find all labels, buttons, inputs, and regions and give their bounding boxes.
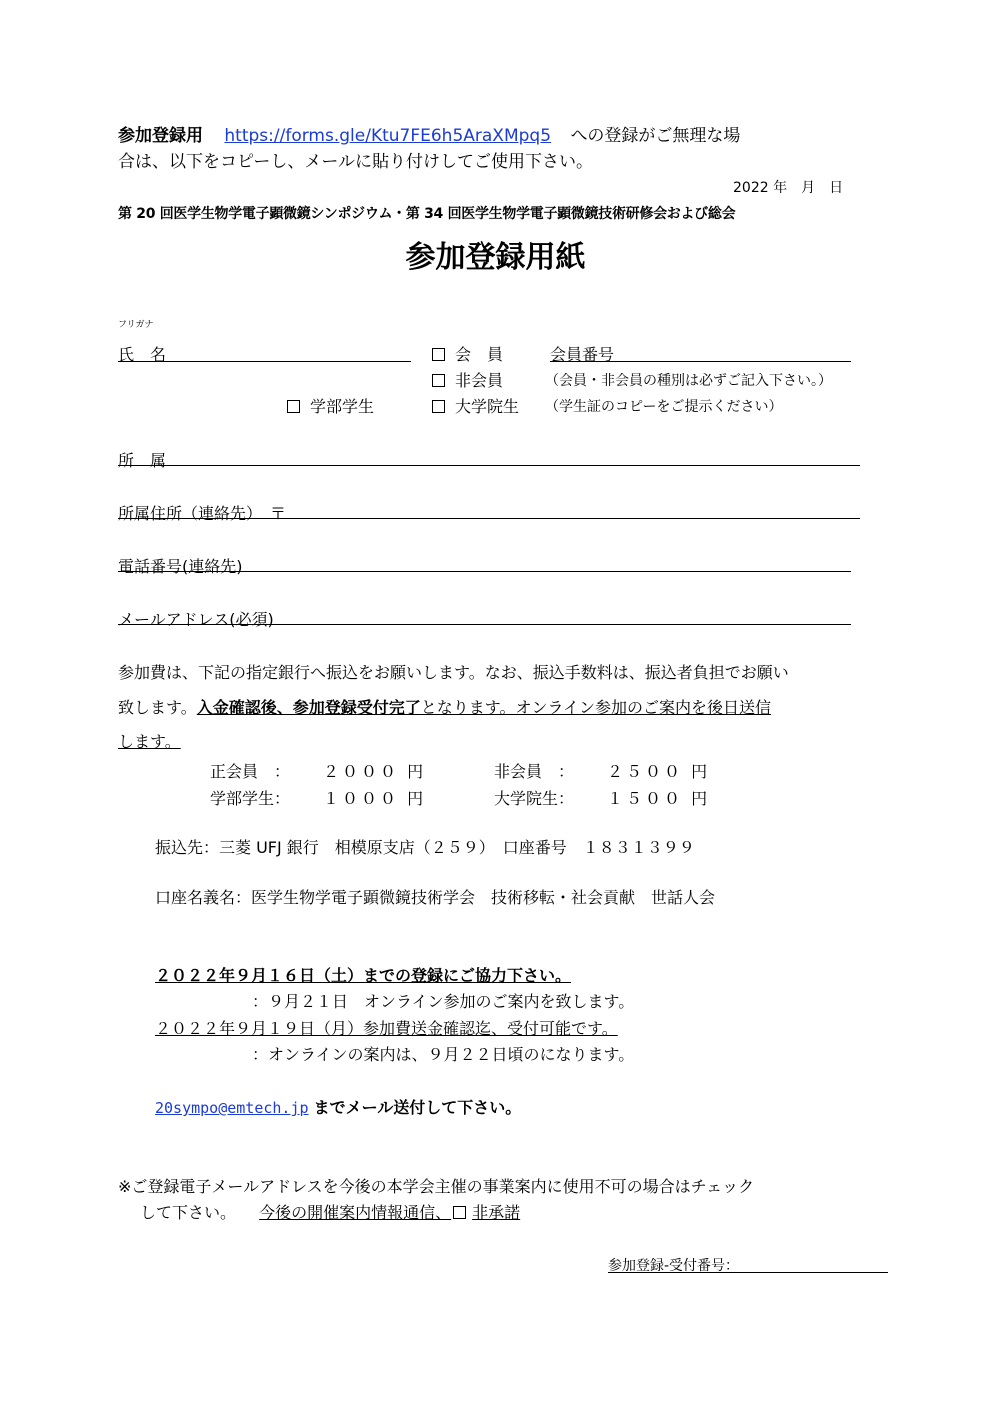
nonmember-label: 非会員 xyxy=(455,371,504,390)
form-link[interactable]: https://forms.gle/Ktu7FE6h5AraXMpq5 xyxy=(224,126,552,146)
nonmember-option[interactable] xyxy=(432,368,503,391)
fee-row-2-a-label: 学部学生： xyxy=(210,789,291,808)
fee-row-1-b-value: ２５００ 円 xyxy=(607,762,711,781)
date-line: 2022 年 月 日 xyxy=(733,180,844,196)
page-title: 参加登録用紙 xyxy=(405,240,586,275)
undergrad-option[interactable] xyxy=(287,394,374,417)
intro-prefix: 参加登録用 xyxy=(118,126,203,146)
bank-line-1: 振込先：三菱 UFJ 銀行 相模原支店（２５９） 口座番号 １８３１３９９ xyxy=(155,838,695,857)
fee-row-2-b-value: １５００ 円 xyxy=(607,789,711,808)
email-label: メールアドレス(必須) xyxy=(118,610,274,629)
grad-option[interactable] xyxy=(432,394,519,417)
receipt-line[interactable] xyxy=(608,1272,888,1273)
receipt-label: 参加登録-受付番号： xyxy=(608,1258,740,1274)
notice-optout-label: 非承諾 xyxy=(472,1203,521,1222)
member-number-label: 会員番号 xyxy=(550,345,615,364)
contact-email-link[interactable]: 20sympo@emtech.jp xyxy=(155,1099,309,1117)
grad-label: 大学院生 xyxy=(455,397,520,416)
phone-label: 電話番号(連絡先) xyxy=(118,557,243,576)
fee-row-2-a-value: １０００ 円 xyxy=(323,789,427,808)
bank-line-2: 口座名義名：医学生物学電子顕微鏡技術学会 技術移転・社会貢献 世話人会 xyxy=(155,888,716,907)
name-field-line[interactable] xyxy=(118,361,411,362)
notice-optout-text: 今後の開催案内情報通信、 xyxy=(259,1203,452,1222)
fee-text-a: 致します。 xyxy=(118,698,197,717)
schedule-line-1: ２０２２年９月１６日（土）までの登録にご協力下さい。 xyxy=(155,966,572,985)
event-line: 第 20 回医学生物学電子顕微鏡シンポジウム・第 34 回医学生物学電子顕微鏡技術研修会および総会 xyxy=(118,206,736,222)
fee-text-c: となります。オンライン参加のご案内を後日送信 xyxy=(420,698,771,717)
intro-line-1 xyxy=(118,121,740,146)
nonmember-note: （会員・非会員の種別は必ずご記入下さい。） xyxy=(545,373,832,389)
fee-para-3: します。 xyxy=(118,732,181,751)
fee-row-2-b-label: 大学院生： xyxy=(494,789,575,808)
checkbox-icon[interactable] xyxy=(287,400,300,413)
member-number-line[interactable] xyxy=(550,361,851,362)
name-label: 氏 名 xyxy=(118,345,167,364)
fee-row-1-b-label: 非会員 ： xyxy=(494,762,575,781)
checkbox-icon[interactable] xyxy=(432,348,445,361)
intro-suffix: への登録がご無理な場 xyxy=(570,126,741,146)
furigana-label: フリガナ xyxy=(118,320,154,330)
address-label: 所属住所（連絡先） 〒 xyxy=(118,504,287,523)
schedule-line-2: ：９月２１日 オンライン参加のご案内を致します。 xyxy=(252,992,635,1011)
notice-text: して下さい。 xyxy=(140,1203,237,1222)
affiliation-line[interactable] xyxy=(118,465,860,466)
undergrad-label: 学部学生 xyxy=(310,397,375,416)
phone-line[interactable] xyxy=(118,571,851,572)
schedule-line-3: ２０２２年９月１９日（月）参加費送金確認迄、受付可能です。 xyxy=(155,1019,618,1038)
member-option[interactable] xyxy=(432,342,503,365)
notice-optout[interactable] xyxy=(259,1203,520,1222)
mail-line xyxy=(155,1095,521,1118)
mail-text: までメール送付して下さい。 xyxy=(313,1098,522,1117)
fee-row-1-a-value: ２０００ 円 xyxy=(323,762,427,781)
email-line[interactable] xyxy=(118,624,851,625)
schedule-line-4: ：オンラインの案内は、９月２２日頃のになります。 xyxy=(252,1045,635,1064)
checkbox-icon[interactable] xyxy=(432,400,445,413)
fee-row-1-a-label: 正会員 ： xyxy=(210,762,291,781)
address-line[interactable] xyxy=(118,518,860,519)
fee-para-1: 参加費は、下記の指定銀行へ振込をお願いします。なお、振込手数料は、振込者負担でお願い xyxy=(118,663,789,682)
affiliation-label: 所 属 xyxy=(118,451,167,470)
intro-line-2: 合は、以下をコピーし、メールに貼り付けしてご使用下さい。 xyxy=(118,152,593,172)
notice-line-2 xyxy=(140,1200,520,1223)
fee-emphasis: 入金確認後、参加登録受付完了 xyxy=(196,698,421,717)
checkbox-icon[interactable] xyxy=(432,374,445,387)
checkbox-icon[interactable] xyxy=(453,1206,466,1219)
grad-note: （学生証のコピーをご提示ください） xyxy=(545,399,783,415)
notice-line-1: ※ご登録電子メールアドレスを今後の本学会主催の事業案内に使用不可の場合はチェック xyxy=(118,1177,755,1196)
fee-para-2 xyxy=(118,695,771,718)
member-label: 会 員 xyxy=(455,345,504,364)
